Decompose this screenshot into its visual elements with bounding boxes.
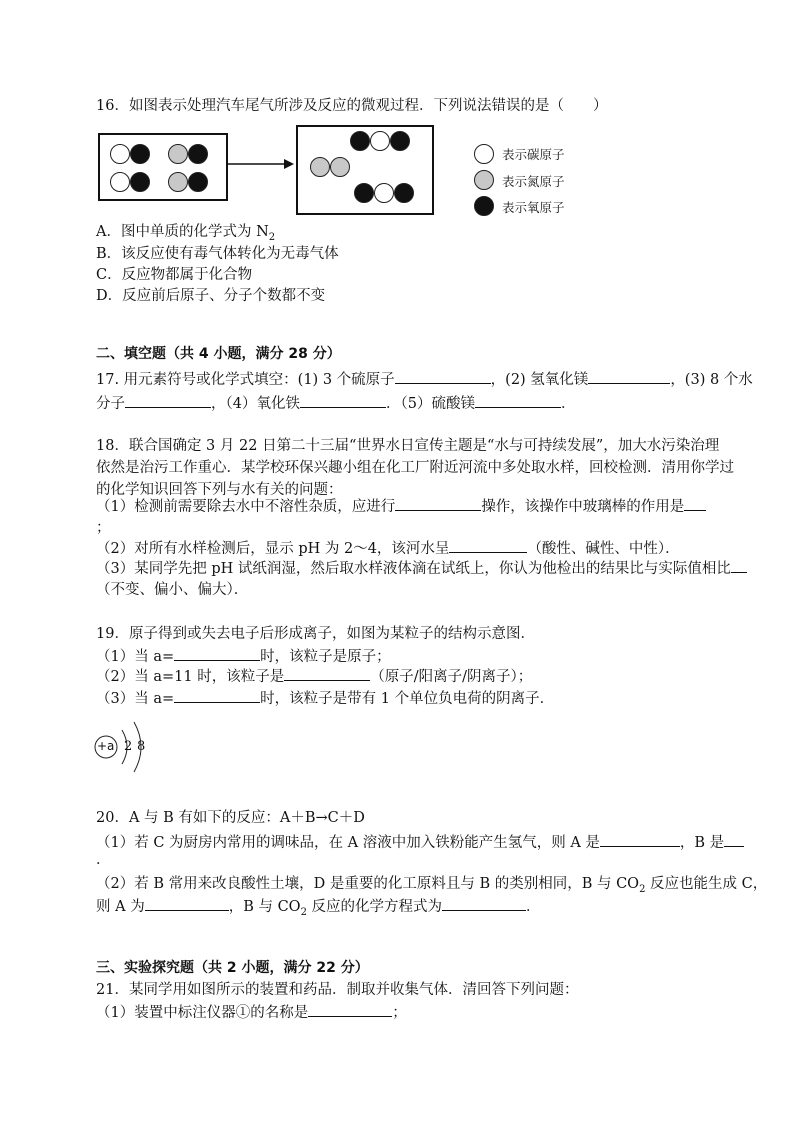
nitrogen-atom — [168, 144, 188, 164]
answer-blank[interactable] — [684, 496, 706, 511]
answer-blank[interactable] — [731, 558, 747, 573]
atom-structure-diagram — [92, 714, 162, 784]
q20-line-1: 20．A 与 B 有如下的反应：A＋B→C＋D — [96, 810, 365, 826]
q16-option-a: A．图中单质的化学式为 $N_2$ — [96, 224, 276, 243]
answer-blank[interactable] — [300, 393, 386, 408]
oxygen-atom — [130, 172, 150, 192]
answer-blank[interactable] — [174, 688, 260, 703]
q17-line-2: 分子 ，（4）氧化铁 ．（5）硫酸镁 ． — [96, 393, 575, 414]
q18-line-5: ； — [96, 520, 111, 536]
nitrogen-atom — [310, 157, 330, 177]
q20-line-3: ． — [96, 852, 111, 868]
q20-line-5: 则 A 为 ，B 与 $CO_2$ 反应的化学方程式为 ． — [96, 896, 541, 923]
answer-blank[interactable] — [125, 393, 211, 408]
section-3-heading: 三、实验探究题（共 2 小题，满分 22 分） — [96, 960, 369, 976]
q20-line-4: （2）若 B 常用来改良酸性土壤，D 是重要的化工原料且与 B 的类别相同，B 与 $CO_2$ 反应也能生成 C， — [96, 876, 768, 895]
answer-blank[interactable] — [395, 496, 481, 511]
nitrogen-atom — [168, 172, 188, 192]
q18-line-6: （2）对所有水样检测后，显示 pH 为 2～4，该河水呈 （酸性、碱性、中性）． — [96, 538, 680, 559]
q18-line-4: （1）检测前需要除去水中不溶性杂质，应进行 操作，该操作中玻璃棒的作用是 — [96, 496, 706, 517]
shell-1-count: 2 — [124, 739, 133, 754]
oxygen-atom — [350, 131, 370, 151]
answer-blank[interactable] — [600, 832, 680, 847]
answer-blank[interactable] — [145, 896, 229, 911]
answer-blank[interactable] — [442, 896, 526, 911]
q19-line-3: （2）当 a=11 时，该粒子是 （原子/阳离子/阴离子）； — [96, 666, 532, 687]
q16-option-c: C．反应物都属于化合物 — [96, 267, 253, 283]
q17-line-1: 17. 用元素符号或化学式填空：(1) 3 个硫原子 ，(2) 氢氧化镁 ，(3) 8 个水 — [96, 369, 753, 390]
legend-nitrogen-label: 表示氮原子 — [502, 174, 565, 189]
carbon-atom — [110, 172, 130, 192]
q21-line-1: 21．某同学用如图所示的装置和药品．制取并收集气体．清回答下列问题： — [96, 982, 579, 998]
carbon-atom — [370, 131, 390, 151]
shell-2-count: 8 — [137, 739, 146, 754]
oxygen-atom — [188, 172, 208, 192]
carbon-atom — [374, 183, 394, 203]
legend-nitrogen-icon — [474, 170, 494, 190]
q19-line-4: （3）当 a= 时，该粒子是带有 1 个单位负电荷的阴离子． — [96, 688, 554, 709]
q18-line-2: 依然是治污工作重心．某学校环保兴趣小组在化工厂附近河流中多处取水样，回校检测．清用你学过 — [96, 460, 734, 476]
q18-line-3: 的化学知识回答下列与水有关的问题： — [96, 482, 343, 498]
oxygen-atom — [394, 183, 414, 203]
arrow-icon — [226, 156, 296, 172]
answer-blank[interactable] — [475, 393, 561, 408]
answer-blank[interactable] — [284, 666, 370, 681]
section-2-heading: 二、填空题（共 4 小题，满分 28 分） — [96, 346, 341, 362]
answer-blank[interactable] — [174, 646, 260, 661]
legend-carbon-icon — [474, 144, 494, 164]
nitrogen-atom — [330, 157, 350, 177]
answer-blank[interactable] — [395, 369, 491, 384]
legend-oxygen-label: 表示氧原子 — [502, 200, 565, 215]
q21-line-2: （1）装置中标注仪器①的名称是 ； — [96, 1002, 407, 1023]
q18-line-7: （3）某同学先把 pH 试纸润湿，然后取水样液体滴在试纸上，你认为他检出的结果比与实际值相比 — [96, 558, 747, 579]
oxygen-atom — [188, 144, 208, 164]
q16-option-b: B．该反应使有毒气体转化为无毒气体 — [96, 246, 339, 262]
products-box — [296, 125, 434, 215]
q16-option-d: D．反应前后原子、分子个数都不变 — [96, 288, 326, 304]
answer-blank[interactable] — [449, 538, 527, 553]
oxygen-atom — [390, 131, 410, 151]
carbon-atom — [110, 144, 130, 164]
q19-line-1: 19．原子得到或失去电子后形成离子，如图为某粒子的结构示意图． — [96, 626, 535, 642]
q18-line-8: （不变、偏小、偏大）． — [96, 582, 249, 598]
q19-line-2: （1）当 a= 时，该粒子是原子； — [96, 646, 391, 667]
legend-oxygen-icon — [474, 196, 494, 216]
q20-line-2: （1）若 C 为厨房内常用的调味品，在 A 溶液中加入铁粉能产生氢气，则 A 是 ，B 是 — [96, 832, 744, 853]
answer-blank[interactable] — [308, 1002, 392, 1017]
q18-line-1: 18．联合国确定 3 月 22 日第二十三届“世界水日宣传主题是“水与可持续发展”，加大水污染治理 — [96, 438, 720, 454]
reactants-box — [98, 133, 228, 201]
answer-blank[interactable] — [588, 369, 670, 384]
nucleus-label: +a — [97, 739, 115, 753]
q16-stem: 16．如图表示处理汽车尾气所涉及反应的微观过程．下列说法错误的是（ ） — [96, 98, 608, 114]
legend-carbon-label: 表示碳原子 — [502, 147, 565, 162]
oxygen-atom — [354, 183, 374, 203]
oxygen-atom — [130, 144, 150, 164]
answer-blank[interactable] — [724, 832, 744, 847]
